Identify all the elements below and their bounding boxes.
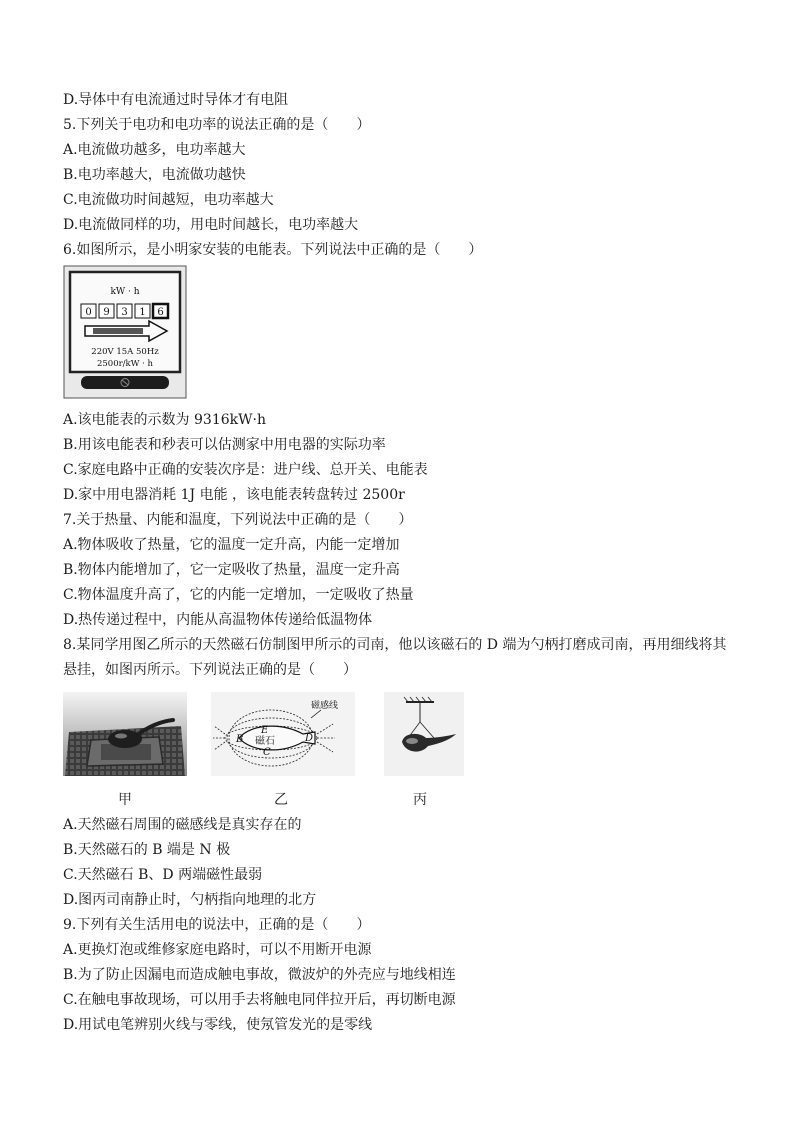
q5-option-d: D.电流做同样的功，用电时间越长，电功率越大 [63,217,359,233]
q8-option-a: A.天然磁石周围的磁感线是真实存在的 [63,817,302,833]
electric-meter-figure [63,265,187,399]
q9-option-c: C.在触电事故现场，可以用手去将触电同伴拉开后，再切断电源 [63,992,456,1008]
magnet-end-d: D [305,733,314,744]
q8-option-d: D.图丙司南静止时，勺柄指向地理的北方 [63,892,317,908]
magnet-field-figure [211,692,355,776]
q6-option-c: C.家庭电路中正确的安装次序是：进户线、总开关、电能表 [63,462,428,478]
hanging-sinan-drawing [384,692,464,776]
q7-option-d: D.热传递过程中，内能从高温物体传递给低温物体 [63,612,373,628]
q7-option-c: C.物体温度升高了，它的内能一定增加，一定吸收了热量 [63,587,414,603]
q8-option-b: B.天然磁石的 B 端是 N 极 [63,842,231,858]
q7-option-b: B.物体内能增加了，它一定吸收了热量，温度一定升高 [63,562,400,578]
q5-option-a: A.电流做功越多，电功率越大 [63,142,246,158]
meter-digit: 0 [85,307,92,318]
caption-bing: 丙 [413,792,427,808]
q9-stem: 9.下列有关生活用电的说法中，正确的是（ ） [63,917,371,933]
q9-option-b: B.为了防止因漏电而造成触电事故，微波炉的外壳应与地线相连 [63,967,456,983]
caption-yi: 乙 [274,792,288,808]
q5-stem: 5.下列关于电功和电功率的说法正确的是（ ） [63,117,371,133]
q5-option-c: C.电流做功时间越短，电功率越大 [63,192,274,208]
q7-option-a: A.物体吸收了热量，它的温度一定升高，内能一定增加 [63,537,400,553]
q4-option-d: D.导体中有电流通过时导体才有电阻 [63,92,289,108]
meter-unit: kW · h [110,287,140,297]
q7-stem: 7.关于热量、内能和温度，下列说法中正确的是（ ） [63,512,413,528]
q8-stem-cont: 悬挂，如图丙所示。下列说法正确的是（ ） [63,662,357,678]
q8-option-c: C.天然磁石 B、D 两端磁性最弱 [63,867,263,883]
meter-rating: 220V 15A 50Hz [91,347,159,357]
meter-digit: 9 [103,307,110,318]
hanging-sinan-figure [384,692,464,776]
electric-meter-drawing [63,265,187,399]
q8-stem: 8.某同学用图乙所示的天然磁石仿制图甲所示的司南，他以该磁石的 D 端为勺柄打磨成司南，再用细线将其 [63,637,727,653]
q5-option-b: B.电功率越大，电流做功越快 [63,167,246,183]
q6-option-b: B.用该电能表和秒表可以估测家中用电器的实际功率 [63,437,386,453]
sinan-photo-drawing [63,692,187,776]
meter-disc-window [93,328,143,334]
magnet-field-drawing [211,692,355,776]
magnet-end-e: E [261,725,269,736]
q6-option-d: D.家中用电器消耗 1J 电能 ，该电能表转盘转过 2500r [63,487,405,503]
meter-constant: 2500r/kW · h [96,359,154,369]
q6-stem: 6.如图所示，是小明家安装的电能表。下列说法中正确的是（ ） [63,242,483,258]
meter-digit: 3 [121,307,128,318]
q9-option-d: D.用试电笔辨别火线与零线，使氖管发光的是零线 [63,1017,373,1033]
meter-digit: 1 [139,307,146,318]
q6-option-a: A.该电能表的示数为 9316kW·h [63,412,266,428]
field-line-label: 磁感线 [311,701,339,711]
magnet-end-b: B [236,734,244,745]
meter-digit-decimal: 6 [157,307,164,318]
sinan-photo-figure [63,692,187,776]
magnet-stone-label: 磁石 [255,736,275,747]
caption-jia: 甲 [118,792,132,808]
magnet-end-c: C [263,747,271,758]
q9-option-a: A.更换灯泡或维修家庭电路时，可以不用断开电源 [63,942,372,958]
